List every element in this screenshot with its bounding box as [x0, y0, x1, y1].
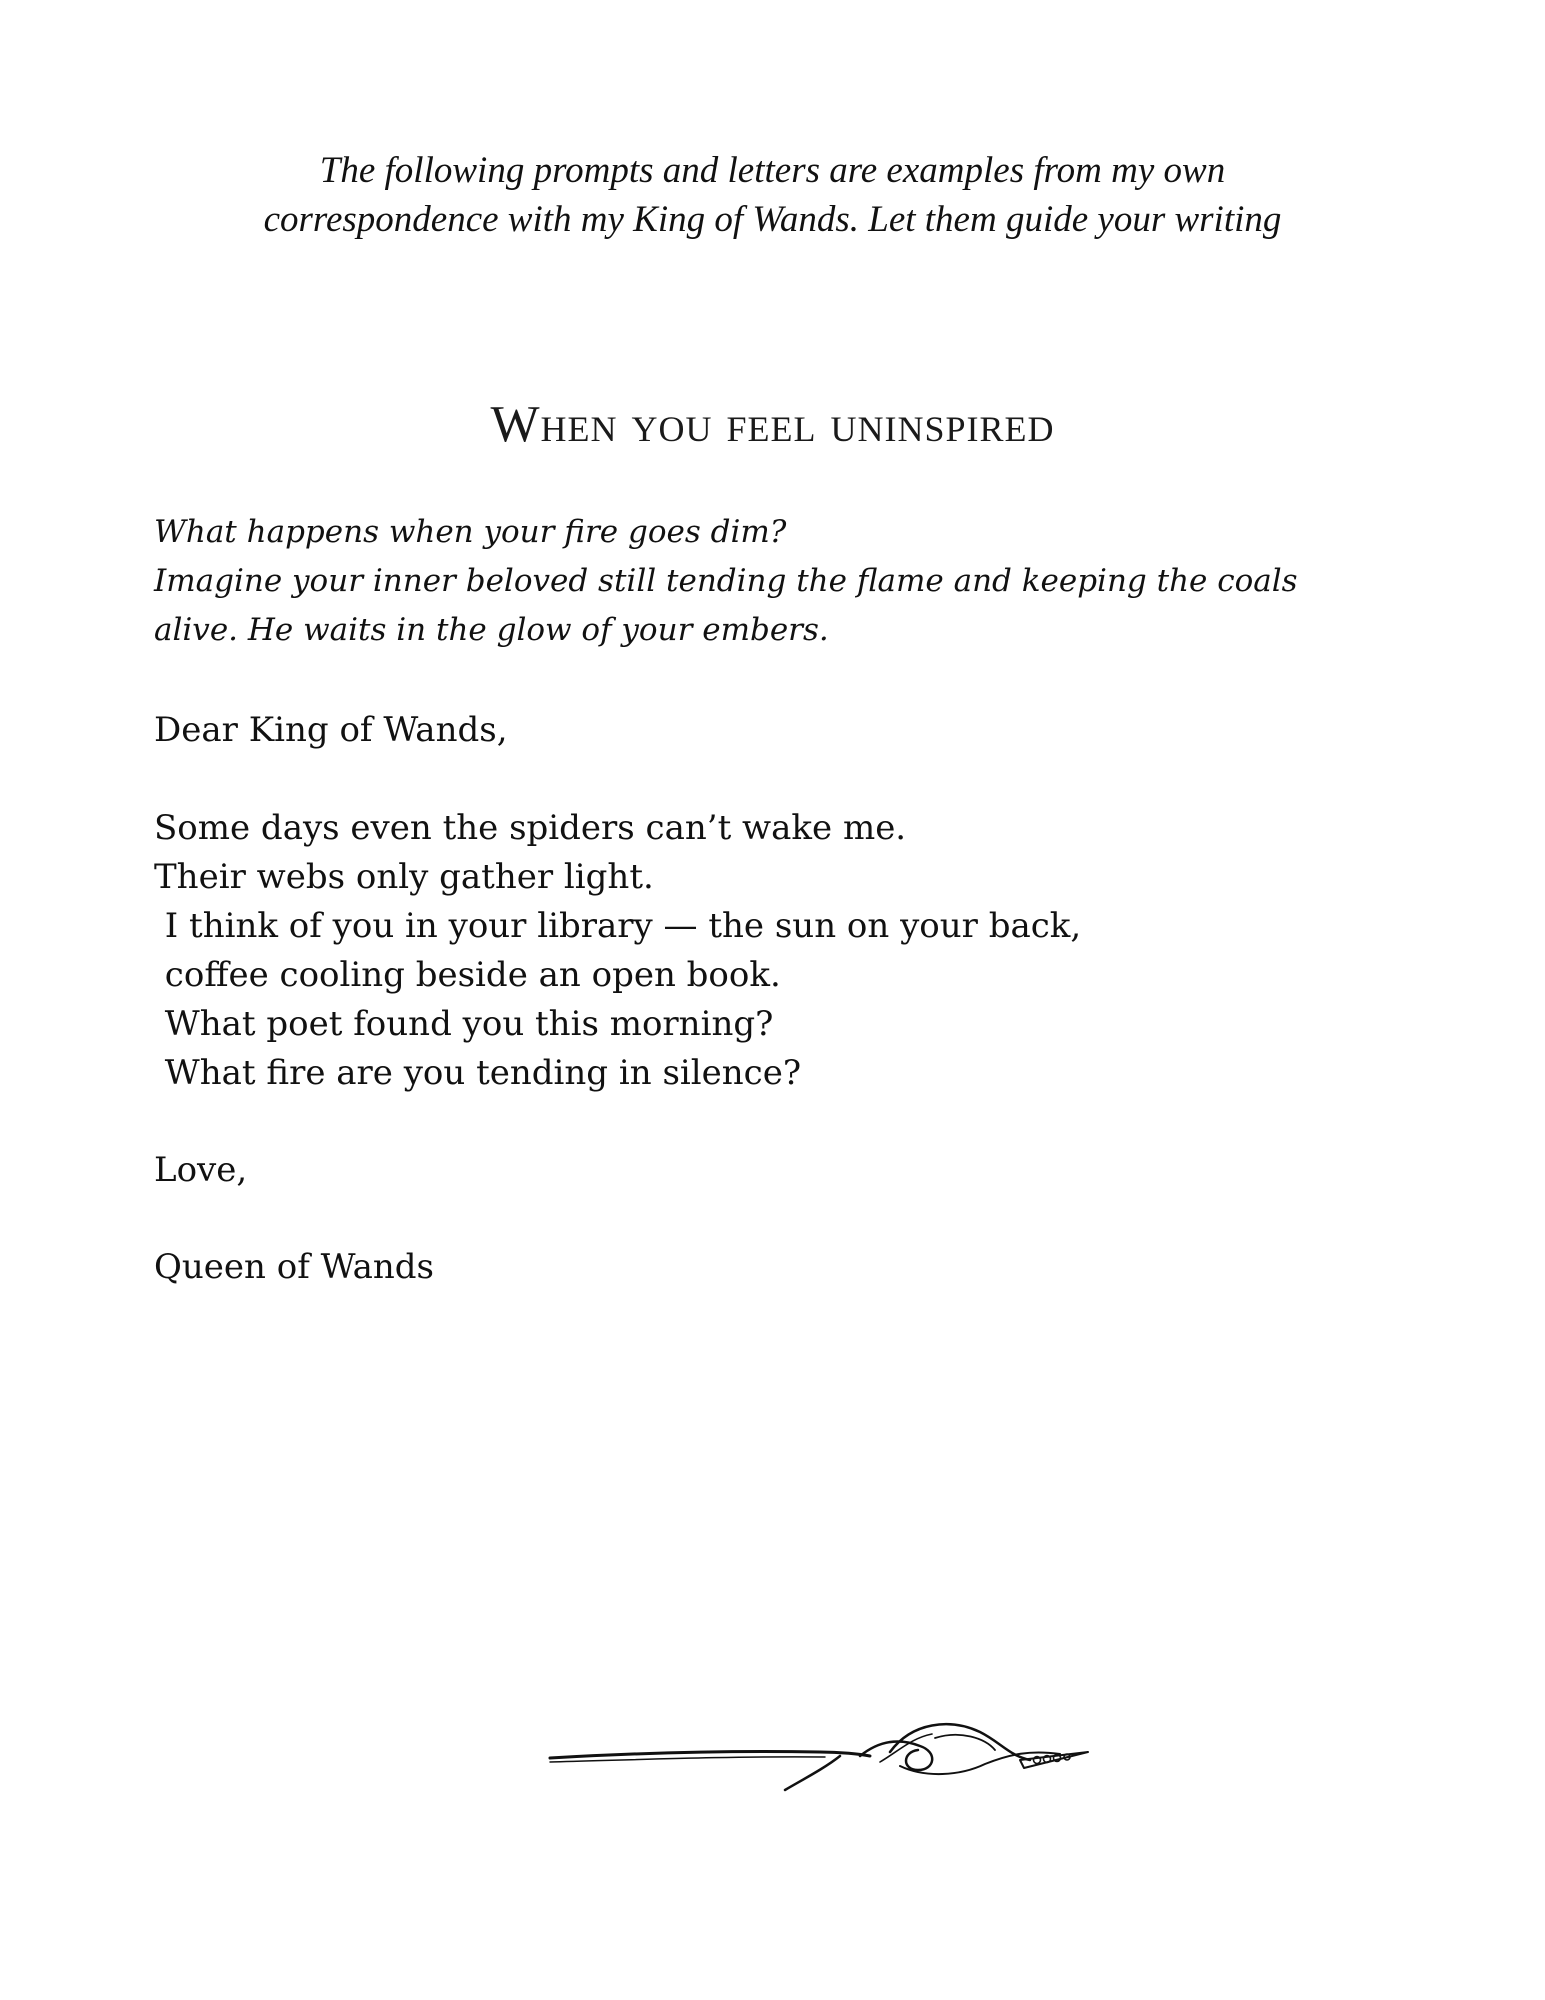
letter-line: I think of you in your library — the sun on your back, — [154, 906, 1082, 946]
prompt-line-1: What happens when your fire goes dim? — [154, 514, 787, 550]
letter-closing — [154, 1146, 1414, 1195]
letter-line: What poet found you this morning? — [154, 1004, 774, 1044]
flourish-divider-icon — [540, 1680, 1100, 1810]
letter-greeting — [154, 706, 1414, 755]
letter-line: What fire are you tending in silence? — [154, 1053, 802, 1093]
writing-prompt — [154, 508, 1414, 655]
intro-line-1: The following prompts and letters are examples from my own — [319, 150, 1226, 191]
intro-note — [0, 146, 1545, 244]
signature-text: Queen of Wands — [154, 1247, 434, 1287]
intro-line-2: correspondence with my King of Wands. Let them guide your writing — [263, 199, 1282, 240]
greeting-text: Dear King of Wands, — [154, 710, 508, 750]
letter-body — [154, 804, 1414, 1098]
letter-line: Their webs only gather light. — [154, 857, 654, 897]
prompt-line-2: Imagine your inner beloved still tending the flame and keeping the coals — [154, 563, 1298, 599]
closing-text: Love, — [154, 1150, 248, 1190]
prompt-line-3: alive. He waits in the glow of your embers. — [154, 612, 829, 648]
section-title: When you feel uninspired — [490, 396, 1055, 453]
letter-line: coffee cooling beside an open book. — [154, 955, 781, 995]
letter-line: Some days even the spiders can’t wake me. — [154, 808, 907, 848]
letter-signature — [154, 1243, 1414, 1292]
